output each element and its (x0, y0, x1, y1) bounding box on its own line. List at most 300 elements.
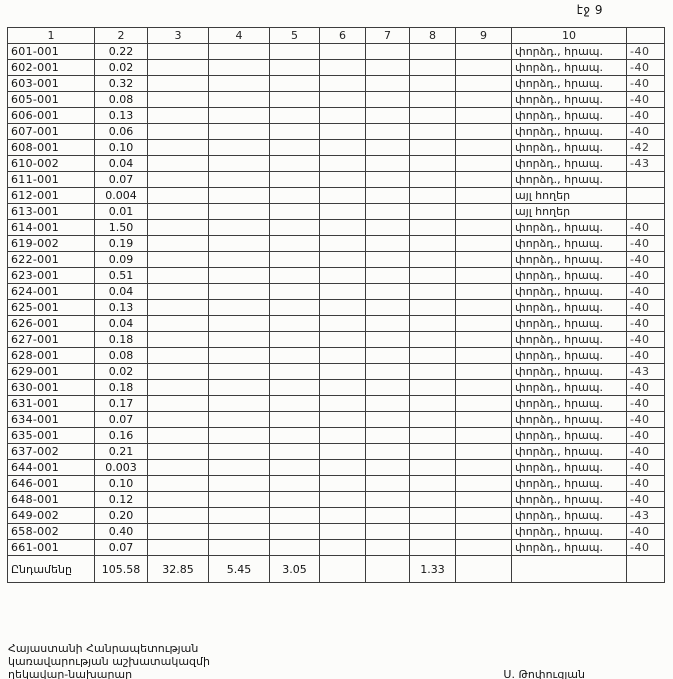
row-empty-cell (148, 508, 209, 524)
row-empty-cell (270, 412, 320, 428)
row-note: այլ հողեր (512, 204, 627, 220)
row-note: փորձդ., հրապ. (512, 140, 627, 156)
table-row (8, 364, 665, 380)
row-empty-cell (456, 348, 512, 364)
row-empty-cell (410, 524, 456, 540)
row-empty-cell (148, 428, 209, 444)
row-code: 625-001 (8, 300, 95, 316)
row-empty-cell (320, 108, 366, 124)
row-empty-cell (366, 252, 410, 268)
row-empty-cell (320, 92, 366, 108)
margin-annotation: -40 (627, 476, 665, 492)
row-empty-cell (270, 492, 320, 508)
row-empty-cell (456, 204, 512, 220)
margin-annotation: -40 (627, 124, 665, 140)
row-empty-cell (410, 188, 456, 204)
row-note: փորձդ., հրապ. (512, 76, 627, 92)
margin-annotation: -43 (627, 156, 665, 172)
row-empty-cell (456, 364, 512, 380)
row-empty-cell (366, 140, 410, 156)
column-header-6: 6 (320, 28, 366, 44)
row-empty-cell (148, 220, 209, 236)
row-empty-cell (320, 252, 366, 268)
row-empty-cell (209, 300, 270, 316)
row-empty-cell (366, 316, 410, 332)
row-empty-cell (456, 92, 512, 108)
row-code: 624-001 (8, 284, 95, 300)
margin-spacer (627, 556, 665, 583)
row-value: 0.02 (95, 364, 148, 380)
row-empty-cell (410, 364, 456, 380)
row-empty-cell (456, 332, 512, 348)
row-empty-cell (456, 44, 512, 60)
land-register-table (7, 27, 665, 583)
margin-annotation (627, 204, 665, 220)
row-note: փորձդ., հրապ. (512, 284, 627, 300)
row-empty-cell (270, 236, 320, 252)
row-code: 612-001 (8, 188, 95, 204)
row-empty-cell (209, 220, 270, 236)
table-row (8, 60, 665, 76)
row-note: փորձդ., հրապ. (512, 252, 627, 268)
row-empty-cell (320, 508, 366, 524)
row-value: 0.19 (95, 236, 148, 252)
row-note: փորձդ., հրապ. (512, 380, 627, 396)
row-note: փորձդ., հրապ. (512, 492, 627, 508)
row-empty-cell (148, 236, 209, 252)
row-empty-cell (209, 92, 270, 108)
row-empty-cell (366, 428, 410, 444)
row-empty-cell (366, 540, 410, 556)
column-header-8: 8 (410, 28, 456, 44)
row-empty-cell (366, 60, 410, 76)
row-empty-cell (209, 348, 270, 364)
row-empty-cell (320, 140, 366, 156)
row-code: 658-002 (8, 524, 95, 540)
row-empty-cell (148, 380, 209, 396)
row-value: 0.07 (95, 540, 148, 556)
row-value: 0.004 (95, 188, 148, 204)
row-empty-cell (270, 380, 320, 396)
row-value: 0.40 (95, 524, 148, 540)
column-header-3: 3 (148, 28, 209, 44)
row-empty-cell (209, 172, 270, 188)
row-empty-cell (209, 236, 270, 252)
row-empty-cell (366, 300, 410, 316)
row-value: 0.08 (95, 92, 148, 108)
row-empty-cell (270, 332, 320, 348)
row-note: այլ հողեր (512, 188, 627, 204)
row-note: փորձդ., հրապ. (512, 92, 627, 108)
row-empty-cell (410, 380, 456, 396)
row-empty-cell (456, 492, 512, 508)
margin-annotation: -40 (627, 540, 665, 556)
row-value: 0.02 (95, 60, 148, 76)
row-empty-cell (270, 44, 320, 60)
row-note: փորձդ., հրապ. (512, 60, 627, 76)
row-empty-cell (209, 540, 270, 556)
row-empty-cell (320, 364, 366, 380)
table-row (8, 396, 665, 412)
row-value: 0.04 (95, 316, 148, 332)
row-empty-cell (410, 412, 456, 428)
margin-annotation: -40 (627, 92, 665, 108)
row-empty-cell (209, 204, 270, 220)
total-value-col-2: 105.58 (95, 556, 148, 583)
row-empty-cell (410, 204, 456, 220)
row-empty-cell (410, 108, 456, 124)
row-empty-cell (270, 108, 320, 124)
row-empty-cell (366, 188, 410, 204)
row-empty-cell (148, 316, 209, 332)
row-empty-cell (270, 92, 320, 108)
row-empty-cell (456, 108, 512, 124)
total-value-col-8: 1.33 (410, 556, 456, 583)
row-value: 0.22 (95, 44, 148, 60)
row-value: 0.10 (95, 476, 148, 492)
table-row (8, 492, 665, 508)
table-row (8, 108, 665, 124)
row-empty-cell (366, 156, 410, 172)
row-note: փորձդ., հրապ. (512, 428, 627, 444)
row-empty-cell (410, 300, 456, 316)
row-empty-cell (410, 124, 456, 140)
row-empty-cell (270, 268, 320, 284)
row-note: փորձդ., հրապ. (512, 476, 627, 492)
page-number-label: էջ 9 (576, 3, 603, 17)
row-empty-cell (320, 236, 366, 252)
row-empty-cell (270, 284, 320, 300)
row-empty-cell (456, 140, 512, 156)
row-code: 611-001 (8, 172, 95, 188)
row-empty-cell (410, 44, 456, 60)
row-empty-cell (366, 524, 410, 540)
row-empty-cell (410, 460, 456, 476)
table-row (8, 380, 665, 396)
row-value: 0.18 (95, 332, 148, 348)
margin-annotation: -40 (627, 460, 665, 476)
row-empty-cell (148, 92, 209, 108)
row-note: փորձդ., հրապ. (512, 332, 627, 348)
row-note: փորձդ., հրապ. (512, 44, 627, 60)
table-row (8, 524, 665, 540)
row-empty-cell (366, 396, 410, 412)
margin-annotation: -40 (627, 220, 665, 236)
row-empty-cell (148, 332, 209, 348)
row-empty-cell (209, 508, 270, 524)
row-note: փորձդ., հրապ. (512, 540, 627, 556)
column-header-4: 4 (209, 28, 270, 44)
row-empty-cell (320, 460, 366, 476)
row-empty-cell (456, 252, 512, 268)
row-note: փորձդ., հրապ. (512, 460, 627, 476)
row-empty-cell (209, 396, 270, 412)
row-value: 0.04 (95, 284, 148, 300)
row-note: փորձդ., հրապ. (512, 220, 627, 236)
table-row (8, 300, 665, 316)
row-code: 623-001 (8, 268, 95, 284)
table-row (8, 460, 665, 476)
row-empty-cell (456, 284, 512, 300)
row-empty-cell (148, 172, 209, 188)
row-empty-cell (270, 428, 320, 444)
row-empty-cell (209, 284, 270, 300)
row-empty-cell (320, 524, 366, 540)
row-empty-cell (209, 44, 270, 60)
row-empty-cell (270, 300, 320, 316)
row-note: փորձդ., հրապ. (512, 364, 627, 380)
row-value: 0.16 (95, 428, 148, 444)
row-empty-cell (270, 460, 320, 476)
row-empty-cell (366, 412, 410, 428)
row-empty-cell (410, 268, 456, 284)
row-code: 608-001 (8, 140, 95, 156)
row-code: 622-001 (8, 252, 95, 268)
row-empty-cell (148, 124, 209, 140)
row-empty-cell (456, 396, 512, 412)
row-empty-cell (366, 348, 410, 364)
column-header-10: 10 (512, 28, 627, 44)
row-value: 0.07 (95, 412, 148, 428)
row-empty-cell (410, 348, 456, 364)
row-empty-cell (366, 492, 410, 508)
table-row (8, 252, 665, 268)
row-empty-cell (270, 540, 320, 556)
row-empty-cell (410, 172, 456, 188)
table-row (8, 44, 665, 60)
margin-spacer (627, 28, 665, 44)
row-empty-cell (209, 444, 270, 460)
row-note: փորձդ., հրապ. (512, 300, 627, 316)
row-empty-cell (320, 60, 366, 76)
row-value: 0.01 (95, 204, 148, 220)
row-empty-cell (209, 428, 270, 444)
row-empty-cell (320, 188, 366, 204)
margin-annotation: -40 (627, 268, 665, 284)
row-empty-cell (320, 268, 366, 284)
row-empty-cell (148, 364, 209, 380)
row-empty-cell (148, 540, 209, 556)
row-code: 630-001 (8, 380, 95, 396)
table-row (8, 220, 665, 236)
margin-annotation: -40 (627, 252, 665, 268)
row-empty-cell (366, 460, 410, 476)
row-value: 0.20 (95, 508, 148, 524)
footer-line-3: ղեկավար-նախարար (8, 668, 133, 679)
row-value: 0.04 (95, 156, 148, 172)
row-value: 0.09 (95, 252, 148, 268)
row-empty-cell (410, 444, 456, 460)
row-empty-cell (209, 476, 270, 492)
row-empty-cell (209, 140, 270, 156)
margin-annotation: -40 (627, 108, 665, 124)
margin-annotation: -40 (627, 300, 665, 316)
row-empty-cell (270, 220, 320, 236)
row-empty-cell (456, 444, 512, 460)
row-empty-cell (148, 460, 209, 476)
row-note: փորձդ., հրապ. (512, 508, 627, 524)
total-note (512, 556, 627, 583)
footer-line-1: Հայաստանի Հանրապետության (8, 642, 199, 655)
row-empty-cell (270, 252, 320, 268)
margin-annotation: -40 (627, 76, 665, 92)
row-empty-cell (410, 252, 456, 268)
margin-annotation: -40 (627, 284, 665, 300)
row-empty-cell (366, 380, 410, 396)
row-empty-cell (270, 364, 320, 380)
margin-annotation (627, 172, 665, 188)
row-empty-cell (270, 396, 320, 412)
row-empty-cell (366, 444, 410, 460)
row-empty-cell (320, 332, 366, 348)
row-empty-cell (320, 476, 366, 492)
row-empty-cell (320, 300, 366, 316)
row-note: փորձդ., հրապ. (512, 316, 627, 332)
row-empty-cell (456, 76, 512, 92)
row-empty-cell (148, 444, 209, 460)
margin-annotation: -40 (627, 396, 665, 412)
row-empty-cell (148, 108, 209, 124)
row-code: 635-001 (8, 428, 95, 444)
row-empty-cell (320, 284, 366, 300)
row-empty-cell (320, 348, 366, 364)
row-empty-cell (366, 124, 410, 140)
row-empty-cell (148, 268, 209, 284)
row-empty-cell (270, 316, 320, 332)
row-empty-cell (410, 60, 456, 76)
row-code: 603-001 (8, 76, 95, 92)
row-code: 614-001 (8, 220, 95, 236)
row-empty-cell (456, 172, 512, 188)
row-code: 644-001 (8, 460, 95, 476)
row-empty-cell (366, 364, 410, 380)
row-code: 661-001 (8, 540, 95, 556)
table-row (8, 236, 665, 252)
row-empty-cell (410, 92, 456, 108)
total-value-col-4: 5.45 (209, 556, 270, 583)
row-empty-cell (366, 92, 410, 108)
row-code: 631-001 (8, 396, 95, 412)
row-empty-cell (410, 156, 456, 172)
row-code: 628-001 (8, 348, 95, 364)
row-empty-cell (410, 220, 456, 236)
row-empty-cell (270, 524, 320, 540)
row-empty-cell (456, 300, 512, 316)
row-empty-cell (148, 252, 209, 268)
row-empty-cell (320, 124, 366, 140)
row-empty-cell (270, 508, 320, 524)
row-empty-cell (209, 76, 270, 92)
row-empty-cell (270, 172, 320, 188)
row-empty-cell (209, 412, 270, 428)
signature-name: Ս. Թոփուզյան (503, 668, 585, 679)
row-code: 605-001 (8, 92, 95, 108)
table-row (8, 156, 665, 172)
row-empty-cell (410, 540, 456, 556)
row-empty-cell (209, 524, 270, 540)
row-code: 619-002 (8, 236, 95, 252)
row-empty-cell (270, 60, 320, 76)
row-empty-cell (320, 428, 366, 444)
row-empty-cell (209, 156, 270, 172)
row-value: 0.06 (95, 124, 148, 140)
row-code: 610-002 (8, 156, 95, 172)
column-header-9: 9 (456, 28, 512, 44)
margin-annotation: -40 (627, 444, 665, 460)
row-empty-cell (320, 172, 366, 188)
row-empty-cell (209, 108, 270, 124)
table-row (8, 92, 665, 108)
table-row (8, 444, 665, 460)
row-value: 0.12 (95, 492, 148, 508)
table-row (8, 476, 665, 492)
row-empty-cell (366, 476, 410, 492)
row-value: 0.21 (95, 444, 148, 460)
row-empty-cell (410, 284, 456, 300)
row-empty-cell (366, 236, 410, 252)
row-empty-cell (410, 76, 456, 92)
row-code: 648-001 (8, 492, 95, 508)
total-value-col-9 (456, 556, 512, 583)
row-empty-cell (270, 124, 320, 140)
table-row (8, 172, 665, 188)
row-note: փորձդ., հրապ. (512, 396, 627, 412)
row-value: 0.18 (95, 380, 148, 396)
row-value: 0.32 (95, 76, 148, 92)
footer-issuer-block (8, 642, 210, 679)
row-empty-cell (456, 60, 512, 76)
row-code: 629-001 (8, 364, 95, 380)
row-empty-cell (410, 140, 456, 156)
row-empty-cell (456, 508, 512, 524)
row-empty-cell (366, 108, 410, 124)
row-note: փորձդ., հրապ. (512, 348, 627, 364)
margin-annotation: -40 (627, 524, 665, 540)
row-empty-cell (148, 348, 209, 364)
row-empty-cell (148, 524, 209, 540)
row-value: 0.51 (95, 268, 148, 284)
row-empty-cell (456, 316, 512, 332)
row-empty-cell (148, 204, 209, 220)
row-empty-cell (410, 476, 456, 492)
row-empty-cell (148, 188, 209, 204)
row-empty-cell (320, 220, 366, 236)
row-empty-cell (209, 268, 270, 284)
column-header-7: 7 (366, 28, 410, 44)
margin-annotation: -40 (627, 380, 665, 396)
row-note: փորձդ., հրապ. (512, 524, 627, 540)
row-empty-cell (366, 220, 410, 236)
row-empty-cell (366, 76, 410, 92)
table-row (8, 204, 665, 220)
total-value-col-3: 32.85 (148, 556, 209, 583)
margin-annotation: -40 (627, 332, 665, 348)
table-row (8, 188, 665, 204)
row-empty-cell (148, 140, 209, 156)
row-value: 1.50 (95, 220, 148, 236)
row-empty-cell (148, 156, 209, 172)
margin-annotation: -40 (627, 236, 665, 252)
row-value: 0.13 (95, 300, 148, 316)
row-empty-cell (320, 444, 366, 460)
row-empty-cell (320, 156, 366, 172)
margin-annotation (627, 188, 665, 204)
row-empty-cell (456, 188, 512, 204)
table-row (8, 428, 665, 444)
row-value: 0.13 (95, 108, 148, 124)
row-note: փորձդ., հրապ. (512, 444, 627, 460)
row-empty-cell (366, 284, 410, 300)
